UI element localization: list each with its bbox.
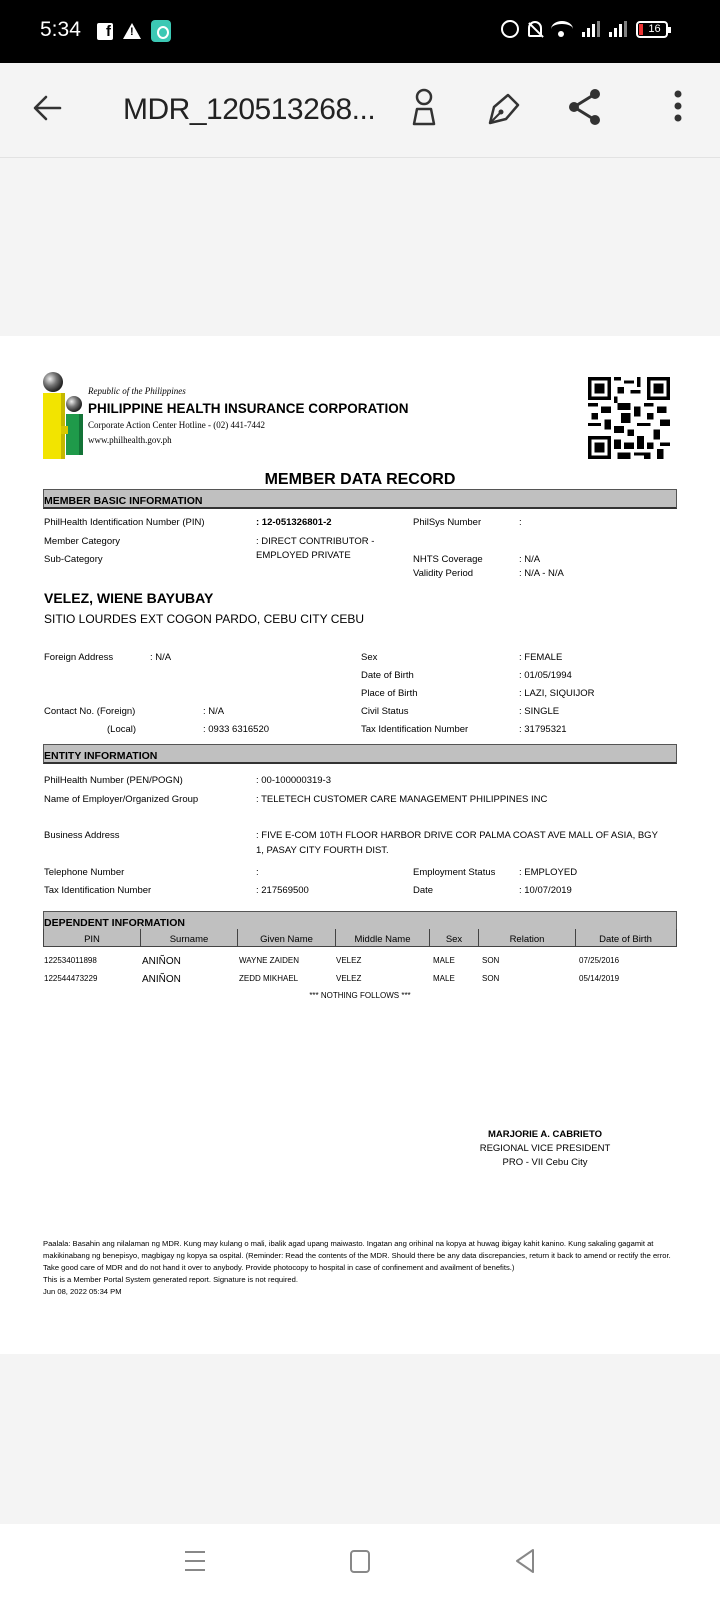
facebook-icon: f xyxy=(97,23,113,40)
wifi-icon xyxy=(551,21,573,37)
contact-local-value: : 0933 6316520 xyxy=(203,724,270,735)
contact-foreign-value: : N/A xyxy=(203,706,225,717)
sign-pen-icon[interactable] xyxy=(482,85,526,129)
employment-status-value: : EMPLOYED xyxy=(519,867,578,878)
pin-value: : 12-051326801-2 xyxy=(256,517,332,528)
pen-value: : 00-100000319-3 xyxy=(256,775,332,786)
battery-icon: 16 xyxy=(636,21,668,38)
reminder-text: Paalala: Basahin ang nilalaman ng MDR. Kung may kulang o mali, ibalik agad upang maiwasto. Ingatan ang orihinal na kopya at huwag ibigay kahit kanino. Kung sakaling gagamit at makikinabang ng benepisyo, magbigay ng kopya sa ospital. (Reminder: Read the contents of the MDR. Should there be any data discrepancies, return it back to amend or rectify the error. Take good care of MDR and do not hand it over to anybody. Provide photocopy to hospital in case of confinement and availment of benefits.) xyxy=(43,1239,671,1272)
employment-status-label: Employment Status xyxy=(413,867,496,878)
mute-icon xyxy=(528,21,542,37)
section-label: DEPENDENT INFORMATION xyxy=(44,917,185,929)
contact-foreign-label: Contact No. (Foreign) xyxy=(44,706,136,717)
republic-label: Republic of the Philippines xyxy=(88,386,186,396)
member-address: SITIO LOURDES EXT COGON PARDO, CEBU CITY CEBU xyxy=(44,612,365,626)
column-header: Surname xyxy=(141,929,238,946)
document-heading: MEMBER DATA RECORD xyxy=(264,471,456,488)
app-bar xyxy=(0,63,720,158)
nothing-follows-note: *** NOTHING FOLLOWS *** xyxy=(309,991,411,1000)
dependent-middle-name: VELEZ xyxy=(336,974,362,983)
employment-date-label: Date xyxy=(413,885,434,896)
dependent-sex: MALE xyxy=(433,956,455,965)
signatory-name: MARJORIE A. CABRIETO xyxy=(487,1129,602,1140)
sex-value: : FEMALE xyxy=(519,652,563,663)
share-icon[interactable] xyxy=(563,85,607,129)
dependent-relation: SON xyxy=(482,974,500,983)
member-name: VELEZ, WIENE BAYUBAY xyxy=(44,590,214,606)
philsys-label: PhilSys Number xyxy=(413,517,482,528)
pob-label: Place of Birth xyxy=(361,688,418,699)
foreign-address-label: Foreign Address xyxy=(44,652,114,663)
validity-label: Validity Period xyxy=(413,568,474,579)
signal-icon xyxy=(582,21,600,37)
category-label: Member Category xyxy=(44,536,121,547)
employment-date-value: : 10/07/2019 xyxy=(519,885,572,896)
nhts-label: NHTS Coverage xyxy=(413,554,483,565)
dependent-dob: 05/14/2019 xyxy=(579,974,620,983)
recents-icon[interactable] xyxy=(180,1546,210,1576)
column-header: Sex xyxy=(430,929,479,946)
section-label: ENTITY INFORMATION xyxy=(44,750,158,762)
dependent-dob: 07/25/2016 xyxy=(579,956,620,965)
dependent-sex: MALE xyxy=(433,974,455,983)
sex-label: Sex xyxy=(361,652,378,663)
pen-label: PhilHealth Number (PEN/POGN) xyxy=(44,775,183,786)
document-title: MDR_120513268... xyxy=(123,93,376,126)
business-address-line1: : FIVE E-COM 10TH FLOOR HARBOR DRIVE COR PALMA COAST AVE MALL OF ASIA, BGY xyxy=(256,830,658,841)
telephone-label: Telephone Number xyxy=(44,867,125,878)
back-icon[interactable] xyxy=(510,1546,540,1576)
dob-value: : 01/05/1994 xyxy=(519,670,572,681)
generated-note: This is a Member Portal System generated report. Signature is not required. xyxy=(43,1275,298,1284)
generated-timestamp: Jun 08, 2022 05:34 PM xyxy=(43,1287,122,1296)
subcategory-label: Sub-Category xyxy=(44,554,103,565)
column-header: Given Name xyxy=(238,929,336,946)
employer-label: Name of Employer/Organized Group xyxy=(44,794,199,805)
account-icon[interactable] xyxy=(402,85,446,129)
footer-notes xyxy=(43,1238,675,1298)
more-options-icon[interactable] xyxy=(656,85,700,129)
pob-value: : LAZI, SIQUIJOR xyxy=(519,688,595,699)
tin-value: : 31795321 xyxy=(519,724,567,735)
employer-value: : TELETECH CUSTOMER CARE MANAGEMENT PHILIPPINES INC xyxy=(256,794,548,805)
signatory-office: PRO - VII Cebu City xyxy=(502,1157,588,1168)
dependent-middle-name: VELEZ xyxy=(336,956,362,965)
column-header: Relation xyxy=(479,929,576,946)
subcategory-value: EMPLOYED PRIVATE xyxy=(256,550,351,561)
section-member-basic xyxy=(43,489,677,509)
status-time: 5:34 xyxy=(40,18,81,41)
dependent-pin: 122544473229 xyxy=(44,974,98,983)
business-address-line2: 1, PASAY CITY FOURTH DIST. xyxy=(256,845,389,856)
telephone-value: : xyxy=(256,867,259,878)
business-address-label: Business Address xyxy=(44,830,120,841)
category-value: : DIRECT CONTRIBUTOR - xyxy=(256,536,375,547)
section-entity xyxy=(43,744,677,764)
dependent-relation: SON xyxy=(482,956,500,965)
website-text: www.philhealth.gov.ph xyxy=(88,435,172,445)
validity-value: : N/A - N/A xyxy=(519,568,564,579)
system-nav-bar xyxy=(0,1524,720,1600)
civil-status-value: : SINGLE xyxy=(519,706,560,717)
section-dependents xyxy=(43,911,677,931)
warning-icon xyxy=(123,23,141,39)
home-icon[interactable] xyxy=(345,1546,375,1576)
philhealth-logo xyxy=(42,371,86,461)
dob-label: Date of Birth xyxy=(361,670,414,681)
dependent-given-name: WAYNE ZAIDEN xyxy=(239,956,300,965)
pin-label: PhilHealth Identification Number (PIN) xyxy=(44,517,205,528)
signal-icon xyxy=(609,21,627,37)
status-bar xyxy=(0,0,720,63)
tin-label: Tax Identification Number xyxy=(361,724,469,735)
dependent-given-name: ZEDD MIKHAEL xyxy=(239,974,299,983)
column-header: Date of Birth xyxy=(599,934,652,945)
qr-code xyxy=(588,377,670,459)
dependent-pin: 122534011898 xyxy=(44,956,97,965)
entity-tin-value: : 217569500 xyxy=(256,885,309,896)
dependent-surname: ANIÑON xyxy=(142,974,181,985)
hotline-text: Corporate Action Center Hotline - (02) 441-7442 xyxy=(88,420,265,430)
section-label: MEMBER BASIC INFORMATION xyxy=(44,495,203,507)
philsys-value: : xyxy=(519,517,522,528)
app-notification-icon xyxy=(151,20,171,42)
column-header: Middle Name xyxy=(336,929,430,946)
back-arrow-icon[interactable] xyxy=(30,91,64,125)
nhts-value: : N/A xyxy=(519,554,541,565)
foreign-address-value: : N/A xyxy=(150,652,172,663)
dependent-surname: ANIÑON xyxy=(142,956,181,967)
signatory-title: REGIONAL VICE PRESIDENT xyxy=(479,1143,611,1154)
alarm-icon xyxy=(501,20,519,38)
corporation-name: PHILIPPINE HEALTH INSURANCE CORPORATION xyxy=(88,401,409,416)
contact-local-label: (Local) xyxy=(107,724,137,735)
dependents-table-header xyxy=(43,929,677,947)
entity-tin-label: Tax Identification Number xyxy=(44,885,152,896)
civil-status-label: Civil Status xyxy=(361,706,409,717)
column-header: PIN xyxy=(44,929,141,946)
